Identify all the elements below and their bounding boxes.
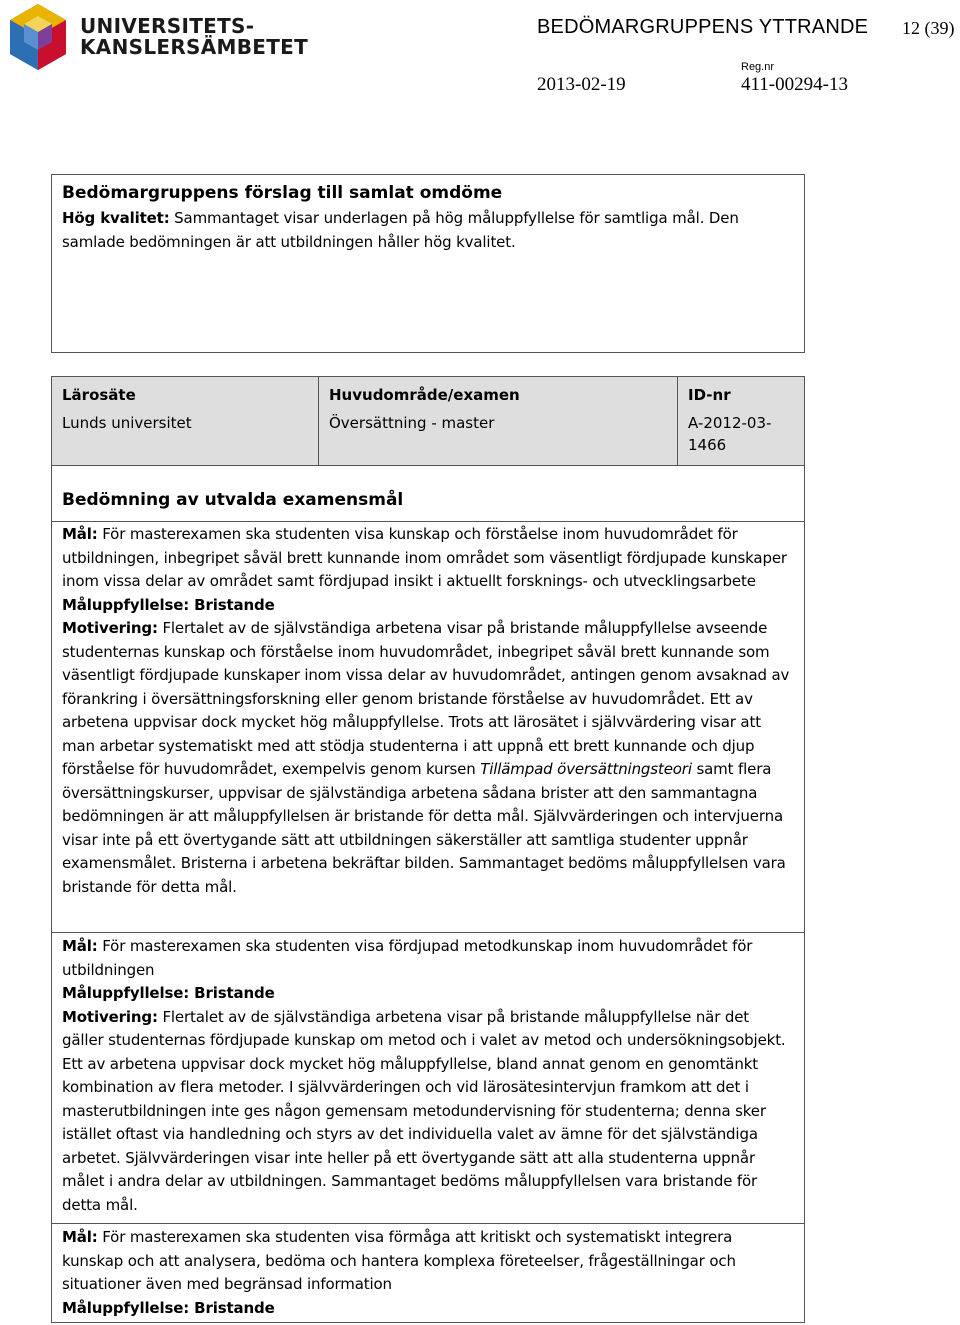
summary-text [62, 207, 794, 254]
motivation-label: Motivering: [62, 619, 158, 637]
motivation-text: Flertalet av de självständiga arbetena visar på bristande måluppfyllelse när det gäller studenternas fördjupade kunskap om metod och i valet av metod och undersökningsobjekt. Ett av arbetena uppvisar dock mycket hög måluppfyllelse, bland annat genom en genomtänkt kombination av flera metoder. I självvärderingen och vid lärosätesintervjun framkom att det i masterutbildningen inte ges någon gemensam metodundervisning för studenterna; denna sker istället oftast via handledning och styrs av det individuella valet av ämne för det självständiga arbetet. Självvärderingen visar inte heller på ett övertygande sätt att alla studenterna uppnår målet i andra delar av utbildningen. Sammantaget bedöms måluppfyllelsen vara bristande för detta mål. [62, 1007, 786, 1214]
document-type: BEDÖMARGRUPPENS YTTRANDE [537, 16, 869, 38]
page-number: 12 (39) [902, 18, 955, 38]
summary-body: Sammantaget visar underlagen på hög måluppfyllelse för samtliga mål. Den samlade bedömningen är att utbildningen håller hög kvalitet. [62, 209, 739, 251]
goal-section [52, 933, 804, 1224]
assessment-title: Bedömning av utvalda examensmål [62, 490, 404, 510]
goal-label: Mål: [62, 937, 98, 955]
goal-text: För masterexamen ska studenten visa kunskap och förståelse inom huvudområdet för utbildningen, inbegripet såväl brett kunnande inom området som väsentligt fördjupade kunskaper inom vissa delar av området samt fördjupad insikt i aktuellt forsknings- och utvecklingsarbete [62, 525, 787, 590]
assessment-title-section [52, 488, 804, 522]
goal-label: Mål: [62, 525, 98, 543]
agency-logo [6, 2, 70, 72]
meta-label: ID-nr [688, 386, 731, 404]
goal-text: För masterexamen ska studenten visa fördjupad metodkunskap inom huvudområdet för utbildningen [62, 937, 753, 979]
goal-fulfilment: Måluppfyllelse: Bristande [62, 984, 275, 1002]
meta-value: Översättning - master [329, 414, 495, 432]
motivation-text: samt flera översättningskurser, uppvisar de självständiga arbetena sådana brister att den sammantagna bedömningen är att måluppfyllelsen är bristande för detta mål. Självvärderingen och intervjuerna visar inte på ett övertygande sätt att utbildningen säkerställer att samtliga studenter uppnår examensmålet. Bristerna i arbetena bekräftar bilden. Sammantaget bedöms måluppfyllelsen vara bristande för detta mål. [62, 760, 786, 896]
motivation-label: Motivering: [62, 1007, 158, 1026]
regnr-label: Reg.nr [741, 61, 775, 73]
meta-value: Lunds universitet [62, 414, 192, 432]
registration-number: 411-00294-13 [741, 74, 848, 95]
meta-col-huvudomrade [319, 377, 678, 465]
assessment-box [51, 466, 805, 1323]
goal-motivation [62, 1006, 794, 1218]
goal-section [52, 1224, 804, 1322]
goal-statement [62, 523, 794, 594]
meta-label: Huvudområde/examen [329, 386, 520, 404]
org-name-line2: KANSLERSÄMBETET [80, 35, 309, 59]
meta-table [51, 376, 805, 466]
goal-statement [62, 935, 794, 982]
summary-label: Hög kvalitet: [62, 209, 170, 227]
summary-title: Bedömargruppens förslag till samlat omdöme [62, 183, 503, 203]
document-date: 2013-02-19 [537, 74, 626, 95]
goal-label: Mål: [62, 1228, 98, 1246]
goal-statement [62, 1226, 794, 1297]
org-name-line1: UNIVERSITETS- [80, 14, 255, 38]
goal-text: För masterexamen ska studenten visa förmåga att kritiskt och systematiskt integrera kunskap och att analysera, bedöma och hantera komplexa företeelser, frågeställningar och situationer även med begränsad information [62, 1228, 736, 1293]
goal-motivation [62, 617, 794, 899]
organization-name [80, 16, 308, 58]
goal-fulfilment: Måluppfyllelse: Bristande [62, 1298, 275, 1317]
goal-section [52, 523, 804, 933]
meta-label: Lärosäte [62, 386, 136, 404]
goal-fulfilment: Måluppfyllelse: Bristande [62, 595, 275, 614]
summary-box [51, 174, 805, 353]
motivation-text: Flertalet av de självständiga arbetena visar på bristande måluppfyllelse avseende studenternas kunskap och förståelse inom huvudområdet, inbegripet såväl brett kunnande som väsentligt fördjupade kunskaper inom vissa delar av huvudområdet, antingen genom avsaknad av förankring i översättningsforskning eller genom bristande förståelse av huvudområdet. Ett av arbetena uppvisar dock mycket hög måluppfyllelse. Trots att lärosätet i självvärdering visar att man arbetar systematiskt med att stödja studenterna i att uppnå ett brett kunnande och djup förståelse för huvudområdet, exempelvis genom kursen [62, 619, 790, 778]
meta-col-idnr [678, 377, 804, 465]
course-name: Tillämpad översättningsteori [480, 760, 692, 778]
meta-value: A-2012-03-1466 [688, 414, 772, 454]
meta-col-larosate [52, 377, 319, 465]
